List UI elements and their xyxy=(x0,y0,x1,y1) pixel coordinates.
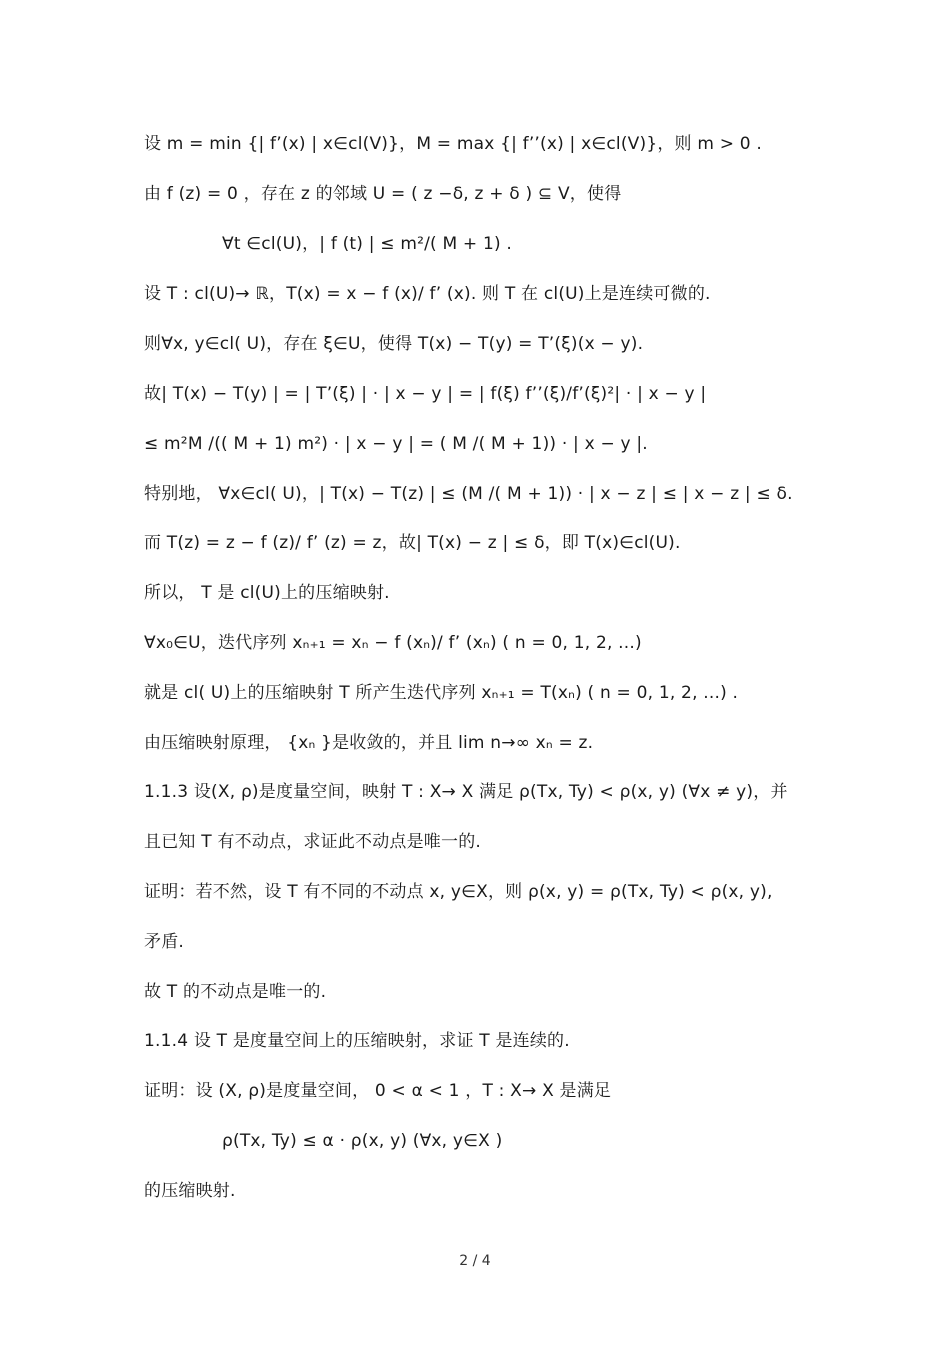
text-line-11: ∀x₀∈U，迭代序列 xₙ₊₁ = xₙ − f (xₙ)/ f’ (xₙ) ( n = 0, 1, 2, ...) xyxy=(144,633,642,653)
text-line-16: 证明：若不然，设 T 有不同的不动点 x, y∈X，则 ρ(x, y) = ρ(Tx, Ty) < ρ(x, y), xyxy=(144,882,773,902)
text-line-8: 特别地， ∀x∈cl( U)，| T(x) − T(z) | ≤ (M /( M + 1)) · | x − z | ≤ | x − z | ≤ δ. xyxy=(144,484,793,504)
text-line-13: 由压缩映射原理， {xₙ }是收敛的，并且 lim n→∞ xₙ = z. xyxy=(144,733,594,753)
text-line-20: 证明：设 (X, ρ)是度量空间， 0 < α < 1 ，T : X→ X 是满足 xyxy=(144,1081,612,1101)
text-line-1: 设 m = min {| f’(x) | x∈cl(V)}，M = max {| f’’(x) | x∈cl(V)}，则 m > 0 . xyxy=(144,134,762,154)
text-line-4: 设 T : cl(U)→ ℝ，T(x) = x − f (x)/ f’ (x). 则 T 在 cl(U)上是连续可微的. xyxy=(144,284,711,304)
text-line-9: 而 T(z) = z − f (z)/ f’ (z) = z，故| T(x) − z | ≤ δ，即 T(x)∈cl(U). xyxy=(144,533,681,553)
text-line-6: 故| T(x) − T(y) | = | T’(ξ) | · | x − y | = | f(ξ) f’’(ξ)/f’(ξ)²| · | x − y | xyxy=(144,384,707,404)
text-line-21: ρ(Tx, Ty) ≤ α · ρ(x, y) (∀x, y∈X ) xyxy=(222,1131,503,1151)
text-line-5: 则∀x, y∈cl( U)，存在 ξ∈U，使得 T(x) − T(y) = T’(ξ)(x − y). xyxy=(144,334,644,354)
text-line-17: 矛盾. xyxy=(144,932,185,952)
text-line-19: 1.1.4 设 T 是度量空间上的压缩映射，求证 T 是连续的. xyxy=(144,1031,570,1051)
text-line-12: 就是 cl( U)上的压缩映射 T 所产生迭代序列 xₙ₊₁ = T(xₙ) ( n = 0, 1, 2, ...) . xyxy=(144,683,739,703)
text-line-15: 且已知 T 有不动点，求证此不动点是唯一的. xyxy=(144,832,481,852)
text-line-18: 故 T 的不动点是唯一的. xyxy=(144,982,327,1002)
text-line-7: ≤ m²M /(( M + 1) m²) · | x − y | = ( M /( M + 1)) · | x − y |. xyxy=(144,434,648,454)
text-line-2: 由 f (z) = 0 ，存在 z 的邻域 U = ( z −δ, z + δ ) ⊆ V，使得 xyxy=(144,184,622,204)
text-line-22: 的压缩映射. xyxy=(144,1181,236,1201)
text-line-10: 所以， T 是 cl(U)上的压缩映射. xyxy=(144,583,390,603)
text-line-3: ∀t ∈cl(U)，| f (t) | ≤ m²/( M + 1) . xyxy=(222,234,513,254)
text-line-14: 1.1.3 设(X, ρ)是度量空间，映射 T : X→ X 满足 ρ(Tx, Ty) < ρ(x, y) (∀x ≠ y)，并 xyxy=(144,782,788,802)
page-number: 2 / 4 xyxy=(459,1253,491,1269)
